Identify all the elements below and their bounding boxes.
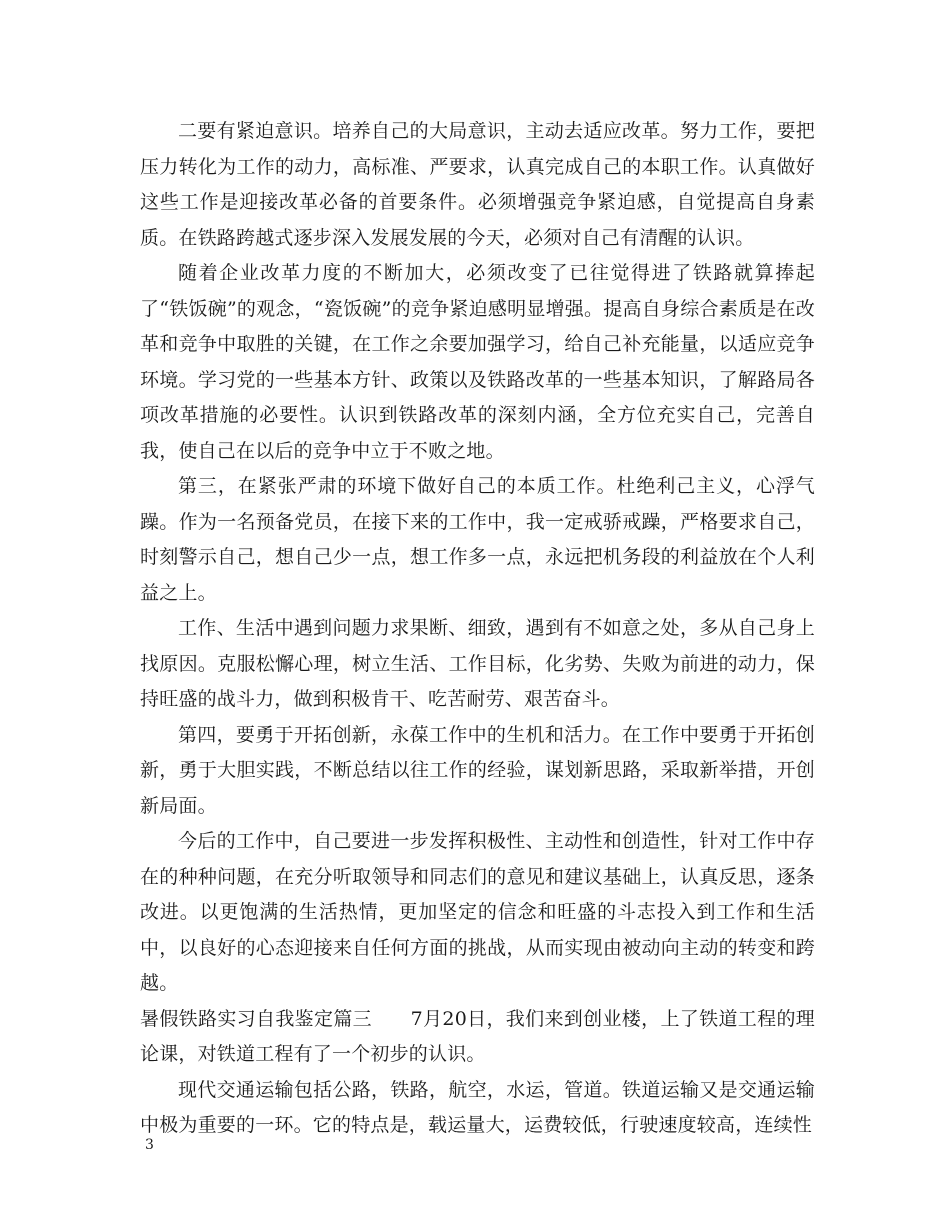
paragraph-urgency: 二要有紧迫意识。培养自己的大局意识，主动去适应改革。努力工作，要把压力转化为工作的动力，高标准、严要求，认真完成自己的本职工作。认真做好这些工作是迎接改革必备的首要条件。必须增强竞争紧迫感，自觉提高自身素质。在铁路跨越式逐步深入发展发展的今天，必须对自己有清醒的认识。 bbox=[140, 120, 815, 249]
paragraph-reform: 随着企业改革力度的不断加大，必须改变了已往觉得进了铁路就算捧起了“铁饭碗”的观念，“瓷饭碗”的竞争紧迫感明显增强。提高自身综合素质是在改革和竞争中取胜的关键，在工作之余要加强学习，给自己补充能量，以适应竞争环境。学习党的一些基本方针、政策以及铁路改革的一些基本知识，了解路局各项改革措施的必要性。认识到铁路改革的深刻内涵，全方位充实自己，完善自我，使自己在以后的竞争中立于不败之地。 bbox=[140, 262, 815, 462]
paragraph-third-point: 第三，在紧张严肃的环境下做好自己的本质工作。杜绝利己主义，心浮气躁。作为一名预备党员，在接下来的工作中，我一定戒骄戒躁，严格要求自己，时刻警示自己，想自己少一点，想工作多一点，永远把机务段的利益放在个人利益之上。 bbox=[140, 475, 815, 604]
paragraph-work-life: 工作、生活中遇到问题力求果断、细致，遇到有不如意之处，多从自己身上找原因。克服松懈心理，树立生活、工作目标，化劣势、失败为前进的动力，保持旺盛的战斗力，做到积极肯干、吃苦耐劳、艰苦奋斗。 bbox=[140, 617, 815, 710]
document-body bbox=[140, 114, 815, 1144]
paragraph-section-three: 暑假铁路实习自我鉴定篇三 7月20日，我们来到创业楼，上了铁道工程的理论课，对铁道工程有了一个初步的认识。 bbox=[140, 1007, 815, 1065]
paragraph-transport: 现代交通运输包括公路，铁路，航空，水运，管道。铁道运输又是交通运输中极为重要的一环。它的特点是，载运量大，运费较低，行驶速度较高，连续性 bbox=[140, 1078, 815, 1136]
paragraph-future-work: 今后的工作中，自己要进一步发挥积极性、主动性和创造性，针对工作中存在的种种问题，在充分听取领导和同志们的意见和建议基础上，认真反思，逐条改进。以更饱满的生活热情，更加坚定的信念和旺盛的斗志投入到工作和生活中，以良好的心态迎接来自任何方面的挑战，从而实现由被动向主动的转变和跨越。 bbox=[140, 830, 815, 994]
paragraph-fourth-point: 第四，要勇于开拓创新，永葆工作中的生机和活力。在工作中要勇于开拓创新，勇于大胆实践，不断总结以往工作的经验，谋划新思路，采取新举措，开创新局面。 bbox=[140, 723, 815, 817]
page-number: 3 bbox=[145, 1137, 154, 1153]
